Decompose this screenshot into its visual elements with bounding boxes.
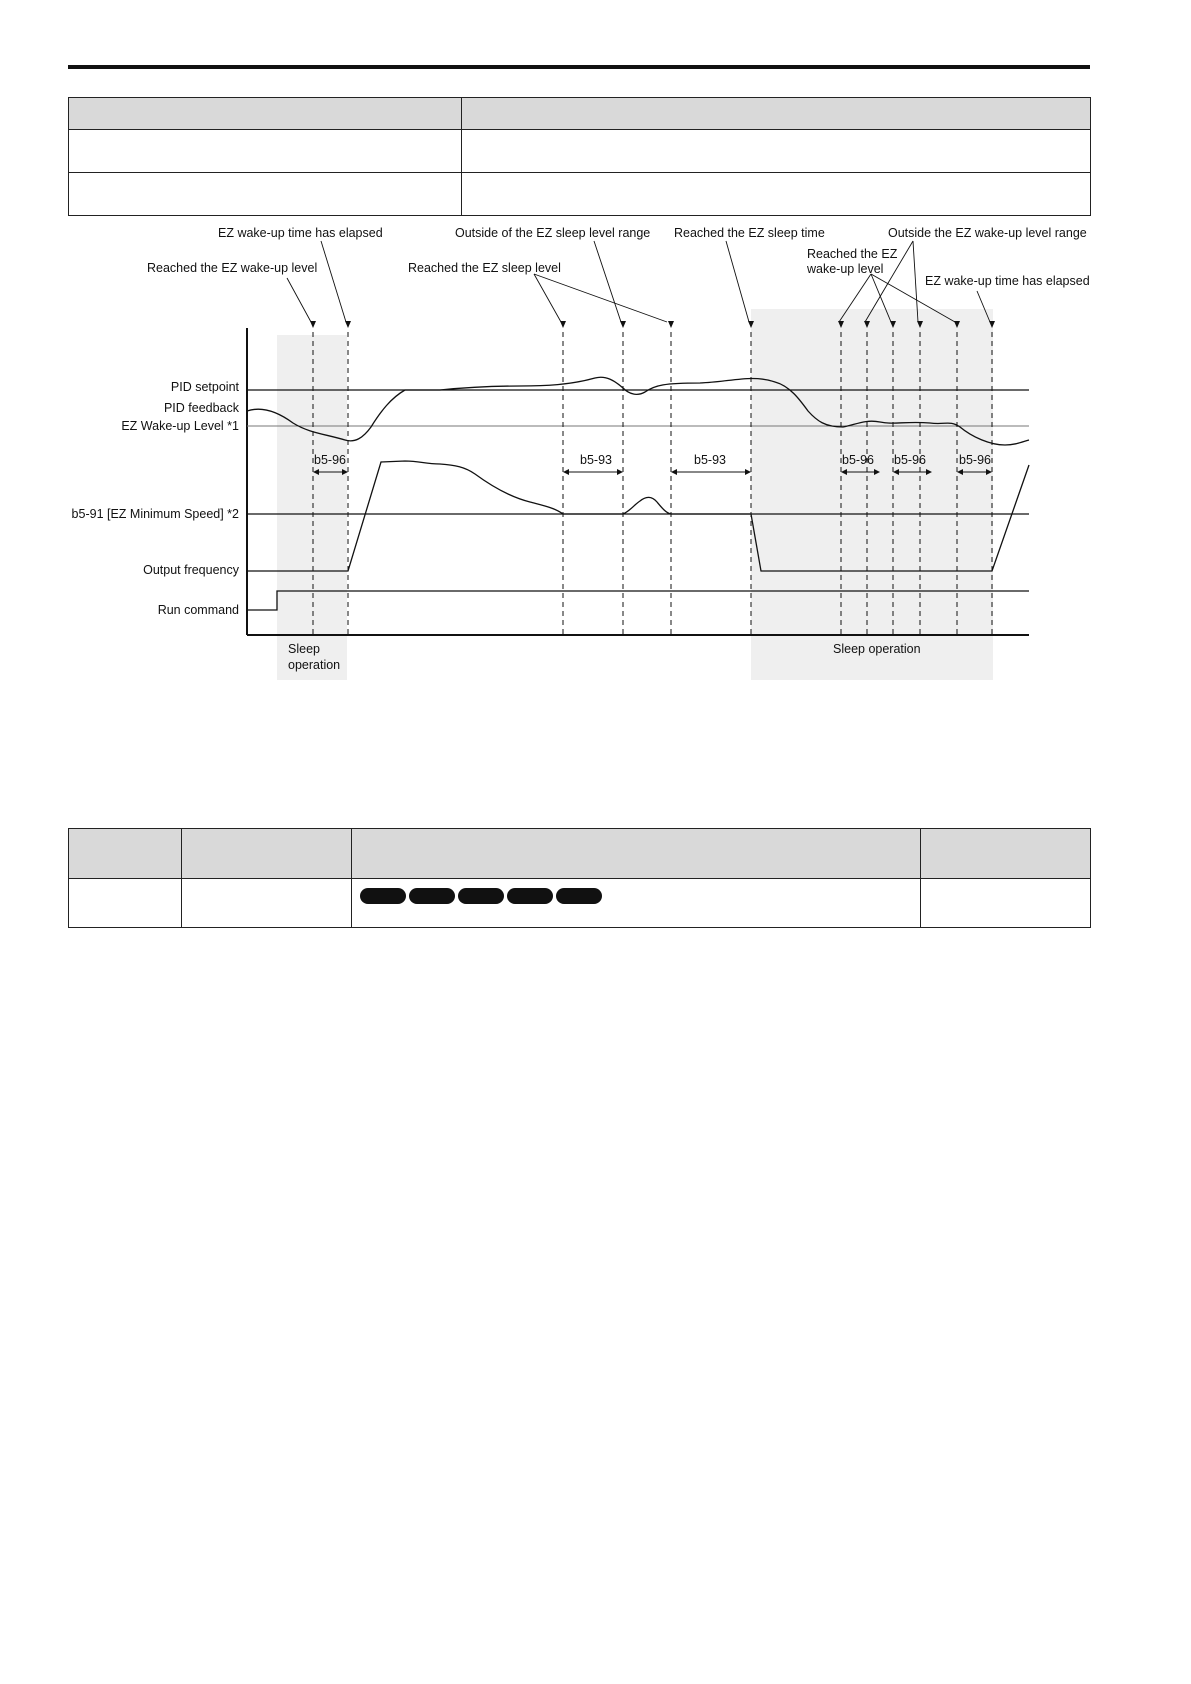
arrowhead — [310, 321, 316, 328]
table-cell — [352, 879, 921, 928]
arrowhead — [620, 321, 626, 328]
table-cell — [462, 130, 1091, 173]
control-mode-badge — [458, 888, 504, 904]
table-header-cell — [921, 829, 1091, 879]
table-cell — [69, 130, 462, 173]
callout-reached-ez-sleep-level: Reached the EZ sleep level — [408, 261, 561, 275]
pointer-line — [287, 278, 311, 322]
table-cell — [462, 173, 1091, 216]
label-run-command: Run command — [157, 603, 239, 617]
sleep-region-left — [277, 335, 347, 680]
table-header-cell — [69, 98, 462, 130]
control-mode-badge — [507, 888, 553, 904]
table-cell — [69, 173, 462, 216]
table-row — [69, 173, 1091, 216]
arrowhead — [345, 321, 351, 328]
callout-reached-ez-wakeup-level-2-line2: wake-up level — [807, 262, 884, 276]
control-mode-badges — [352, 879, 920, 904]
callout-reached-ez-wakeup-level-2: Reached the EZ — [807, 247, 898, 261]
table-cell — [182, 879, 352, 928]
pointer-line — [726, 241, 749, 322]
table-header-cell — [352, 829, 921, 879]
callout-reached-ez-wakeup-level-1: Reached the EZ wake-up level — [147, 261, 318, 275]
header-rule — [68, 65, 1090, 69]
timing-label-b5-93: b5-93 — [580, 453, 612, 467]
timing-label-b5-93: b5-93 — [694, 453, 726, 467]
timing-label-b5-96: b5-96 — [894, 453, 926, 467]
table-header-cell — [182, 829, 352, 879]
pointer-line — [534, 274, 667, 322]
label-pid-feedback: PID feedback — [163, 401, 239, 415]
pointer-line — [534, 274, 561, 322]
sleep-label-left-line2: operation — [288, 658, 341, 672]
timing-label-b5-96: b5-96 — [314, 453, 346, 467]
sleep-label-right: Sleep operation — [833, 642, 921, 656]
control-mode-badge — [360, 888, 406, 904]
label-pid-setpoint: PID setpoint — [170, 380, 239, 394]
ez-sleep-timing-diagram — [0, 215, 1191, 690]
arrowhead — [560, 321, 566, 328]
table-cell — [69, 879, 182, 928]
parameter-table — [68, 97, 1091, 216]
label-output-frequency: Output frequency — [143, 563, 239, 577]
table-header-cell — [69, 829, 182, 879]
pointer-line — [321, 241, 346, 322]
callout-outside-ez-sleep-level-range: Outside of the EZ sleep level range — [455, 226, 651, 240]
table-header-row — [69, 829, 1091, 879]
timing-label-b5-96: b5-96 — [842, 453, 874, 467]
timing-label-b5-96: b5-96 — [959, 453, 991, 467]
pointer-line — [594, 241, 621, 322]
arrowhead — [668, 321, 674, 328]
table-header-cell — [462, 98, 1091, 130]
sleep-label-left: Sleep — [288, 642, 320, 656]
parameter-detail-table — [68, 828, 1091, 928]
callout-ez-wakeup-time-elapsed-1: EZ wake-up time has elapsed — [218, 226, 383, 240]
callout-outside-ez-wakeup-level-range: Outside the EZ wake-up level range — [888, 226, 1087, 240]
table-cell — [921, 879, 1091, 928]
table-row — [69, 879, 1091, 928]
label-ez-min-speed: b5-91 [EZ Minimum Speed] *2 — [71, 507, 239, 521]
callout-reached-ez-sleep-time: Reached the EZ sleep time — [674, 226, 825, 240]
control-mode-badge — [556, 888, 602, 904]
label-ez-wakeup-level: EZ Wake-up Level *1 — [121, 419, 239, 433]
table-row — [69, 130, 1091, 173]
control-mode-badge — [409, 888, 455, 904]
callout-ez-wakeup-time-elapsed-2: EZ wake-up time has elapsed — [925, 274, 1090, 288]
table-header-row — [69, 98, 1091, 130]
